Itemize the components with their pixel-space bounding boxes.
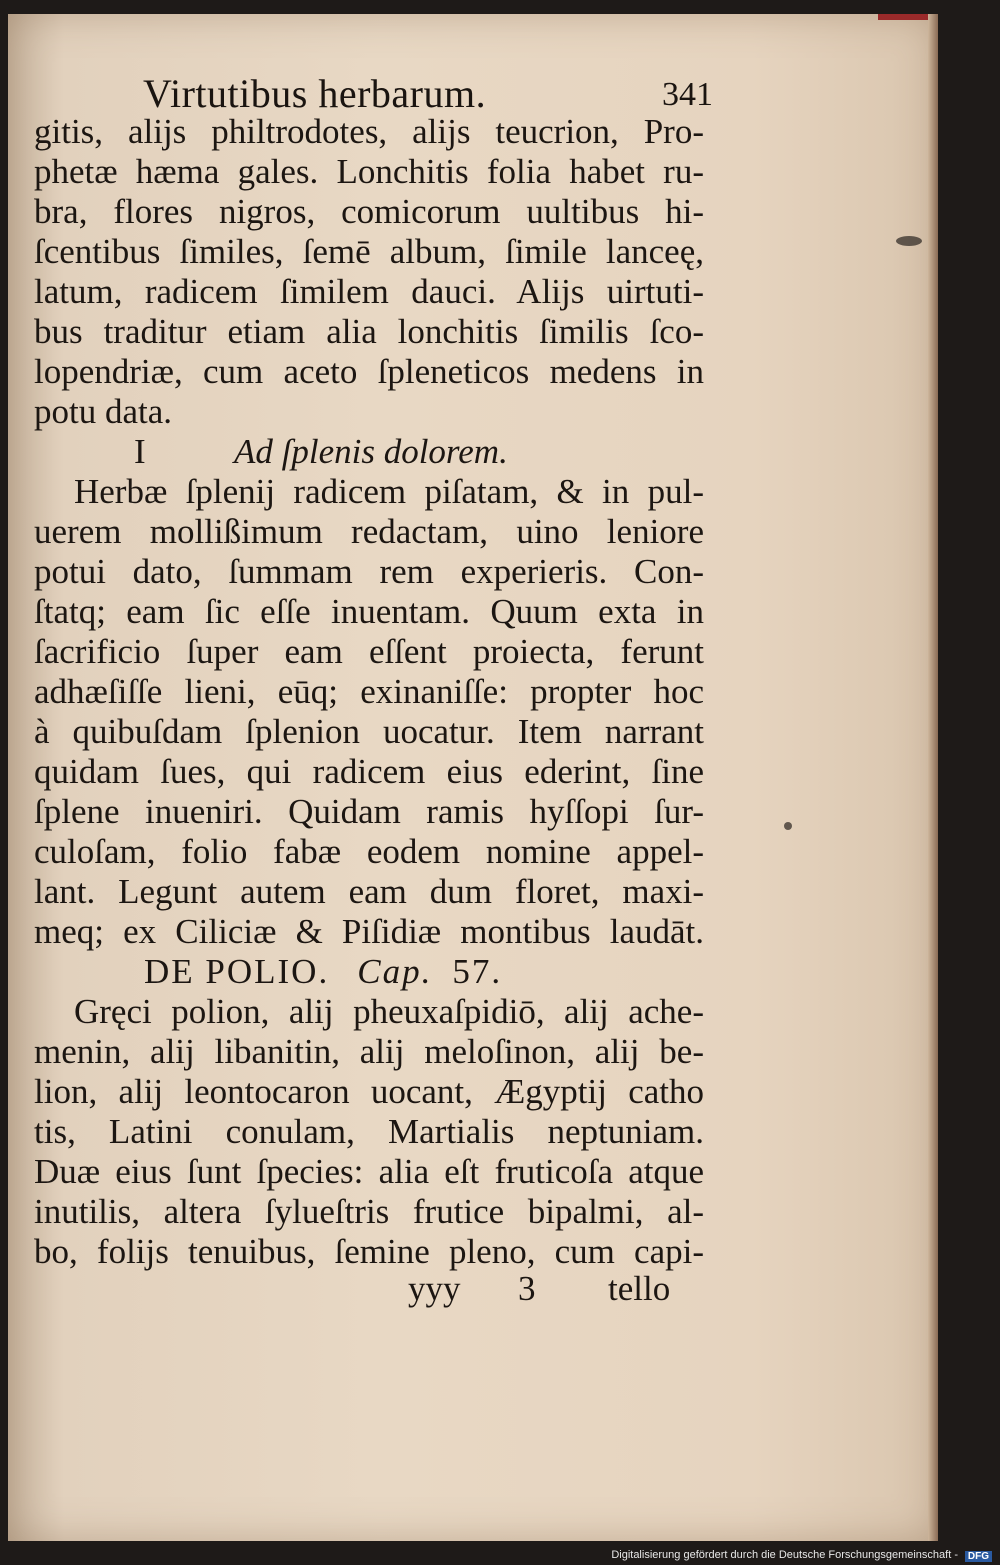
page-number: 341 — [662, 76, 713, 113]
text-line: quidam ſues, qui radicem eius ederint, ſine — [34, 752, 704, 791]
text-line: uerem mollißimum redactam, uino leniore — [34, 512, 704, 551]
chapter-heading — [34, 952, 704, 992]
text-line: bus traditur etiam alia lonchitis ſimilis ſco- — [34, 312, 704, 351]
catchword: tello — [608, 1269, 671, 1308]
text-line: Gręci polion, alij pheuxaſpidiō, alij ache- — [74, 992, 704, 1031]
text-line: lopendriæ, cum aceto ſpleneticos medens in — [34, 352, 704, 391]
text-line: bra, flores nigros, comicorum uultibus hi- — [34, 192, 704, 231]
signature-mark: yyy — [408, 1269, 461, 1308]
text-line: potui dato, ſummam rem experieris. Con- — [34, 552, 704, 591]
text-line: ſacrificio ſuper eam eſſent proiecta, ferunt — [34, 632, 704, 671]
book-page — [8, 14, 938, 1541]
text-line: ſtatq; eam ſic eſſe inuentam. Quum exta in — [34, 592, 704, 631]
text-line: lion, alij leontocaron uocant, Ægyptij catho — [34, 1072, 704, 1111]
text-line: potu data. — [34, 392, 173, 431]
ink-smudge — [896, 236, 922, 246]
subheading-text: Ad ſplenis dolorem. — [234, 432, 508, 471]
text-line: à quibuſdam ſplenion uocatur. Item narrant — [34, 712, 704, 751]
text-line: menin, alij libanitin, alij meloſinon, alij be- — [34, 1032, 704, 1071]
text-line: adhæſiſſe lieni, eūq; exinaniſſe: propter hoc — [34, 672, 704, 711]
text-line: Duæ eius ſunt ſpecies: alia eſt fruticoſa atque — [34, 1152, 704, 1191]
text-line: gitis, alijs philtrodotes, alijs teucrion, Pro- — [34, 112, 704, 151]
text-line: ſplene inueniri. Quidam ramis hyſſopi ſur- — [34, 792, 704, 831]
page-edge — [928, 14, 938, 1541]
chapter-title: DE POLIO. — [144, 952, 330, 991]
chapter-number: 57. — [452, 952, 503, 991]
ink-smudge — [784, 822, 792, 830]
subheading — [34, 432, 704, 472]
running-title: Virtutibus herbarum. — [143, 71, 487, 116]
chapter-cap: Cap. — [357, 952, 433, 991]
text-line: bo, folijs tenuibus, ſemine pleno, cum capi- — [34, 1232, 704, 1271]
text-line: lant. Legunt autem eam dum floret, maxi- — [34, 872, 704, 911]
text-line: latum, radicem ſimilem dauci. Alijs uirtuti- — [34, 272, 704, 311]
text-line: Herbæ ſplenij radicem piſatam, & in pul- — [74, 472, 704, 511]
signature-number: 3 — [518, 1269, 536, 1308]
text-line: culoſam, folio fabæ eodem nomine appel- — [34, 832, 704, 871]
digitization-credit: Digitalisierung gefördert durch die Deutsche Forschungsgemeinschaft - — [611, 1549, 958, 1561]
text-line: tis, Latini conulam, Martialis neptuniam. — [34, 1112, 704, 1151]
text-line: inutilis, altera ſylueſtris frutice bipalmi, al- — [34, 1192, 704, 1231]
text-line: phetæ hæma gales. Lonchitis folia habet ru- — [34, 152, 704, 191]
page-footer — [408, 1269, 670, 1309]
subheading-number: I — [134, 432, 146, 471]
text-line: meq; ex Ciliciæ & Piſidiæ montibus laudāt. — [34, 912, 704, 951]
text-line: ſcentibus ſimiles, ſemē album, ſimile lanceę, — [34, 232, 704, 271]
dfg-logo: DFG — [965, 1551, 992, 1562]
